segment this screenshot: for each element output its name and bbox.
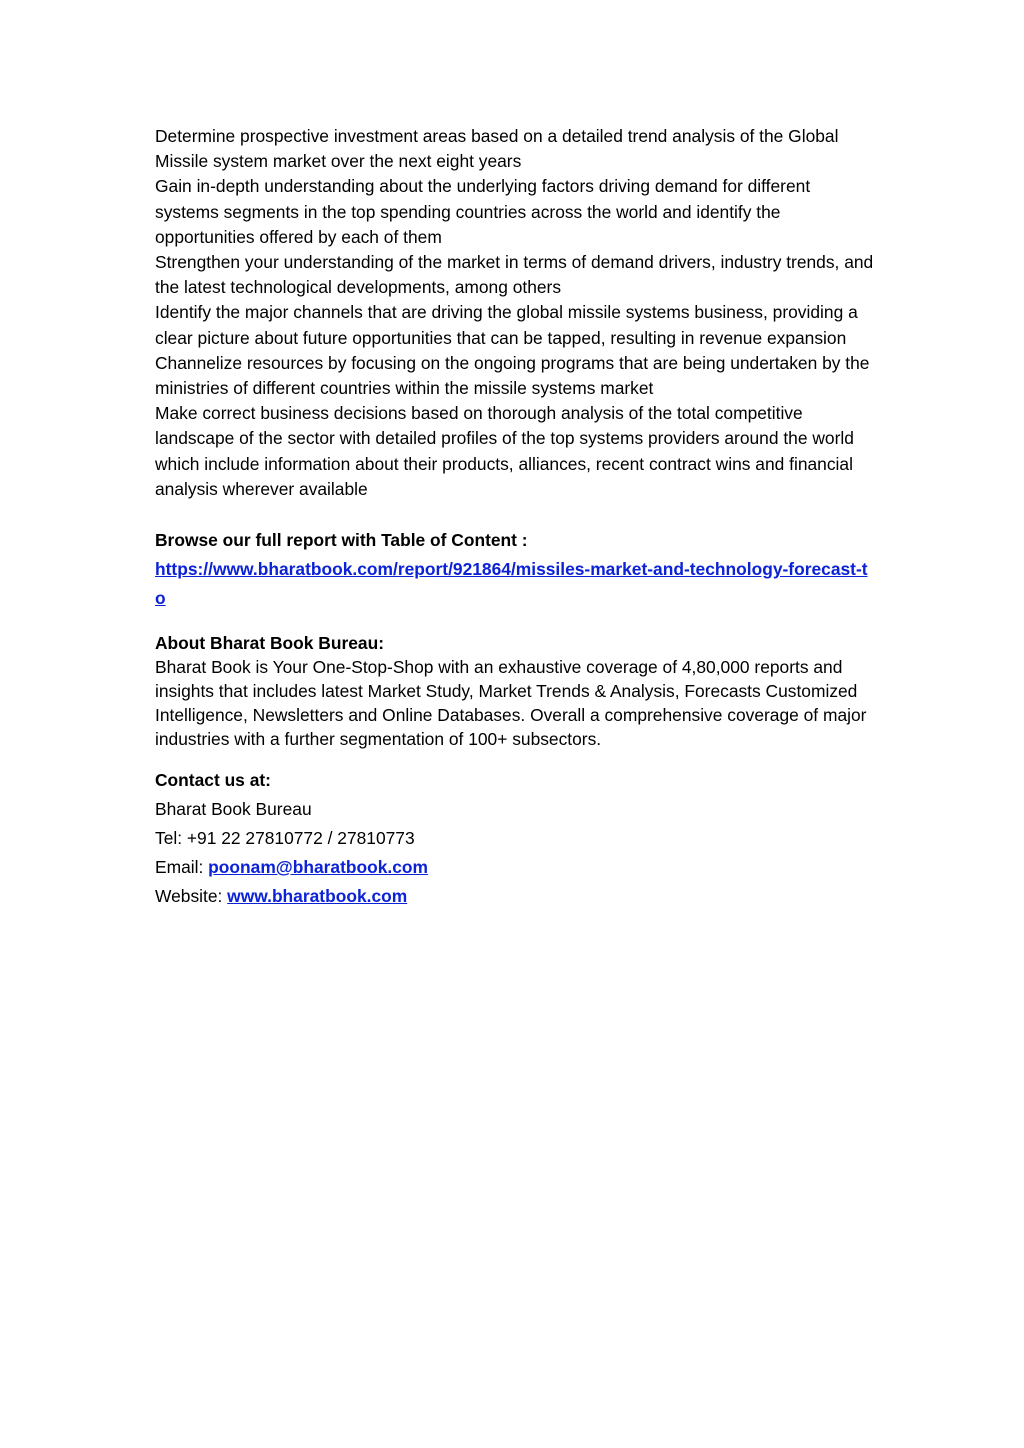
benefit-item: Strengthen your understanding of the market in terms of demand drivers, industry trends, and the latest technological developments, among others — [155, 252, 874, 298]
email-link[interactable]: poonam@bharatbook.com — [208, 857, 429, 878]
document-page — [155, 124, 875, 911]
contact-heading: Contact us at: — [155, 770, 271, 791]
benefit-item: Identify the major channels that are driving the global missile systems business, providing a clear picture about future opportunities that can be tapped, resulting in revenue expansion — [155, 302, 858, 348]
about-body: Bharat Book is Your One-Stop-Shop with an exhaustive coverage of 4,80,000 reports and insights that includes latest Market Study, Market Trends & Analysis, Forecasts Customized Intelligence, Newsletters and Online Databases. Overall a comprehensive coverage of major industries with a further segmentation of 100+ subsectors. — [155, 657, 867, 750]
contact-section — [155, 766, 875, 911]
benefit-item: Channelize resources by focusing on the ongoing programs that are being undertaken by the ministries of different countries within the missile systems market — [155, 352, 870, 399]
benefit-item: Determine prospective investment areas based on a detailed trend analysis of the Global Missile system market over the next eight years — [155, 126, 839, 172]
browse-heading: Browse our full report with Table of Content : — [155, 530, 528, 551]
contact-website — [155, 882, 875, 911]
benefit-item: Gain in-depth understanding about the underlying factors driving demand for different systems segments in the top spending countries across the world and identify the opportunities offered by each of them — [155, 176, 811, 247]
browse-section — [155, 526, 875, 613]
contact-email — [155, 853, 875, 882]
contact-company: Bharat Book Bureau — [155, 799, 312, 820]
website-label: Website: — [155, 886, 228, 907]
about-heading: About Bharat Book Bureau: — [155, 633, 384, 654]
benefit-item: Make correct business decisions based on thorough analysis of the total competitive landscape of the sector with detailed profiles of the top systems providers around the world which include information about their products, alliances, recent contract wins and financial analysis wherever available — [155, 403, 854, 499]
contact-tel: Tel: +91 22 27810772 / 27810773 — [155, 828, 415, 849]
about-section — [155, 631, 875, 751]
report-link[interactable]: https://www.bharatbook.com/report/921864/missiles-market-and-technology-forecast-to — [155, 559, 868, 609]
website-link[interactable]: www.bharatbook.com — [227, 886, 408, 907]
email-label: Email: — [155, 857, 209, 878]
benefits-list — [155, 124, 875, 502]
